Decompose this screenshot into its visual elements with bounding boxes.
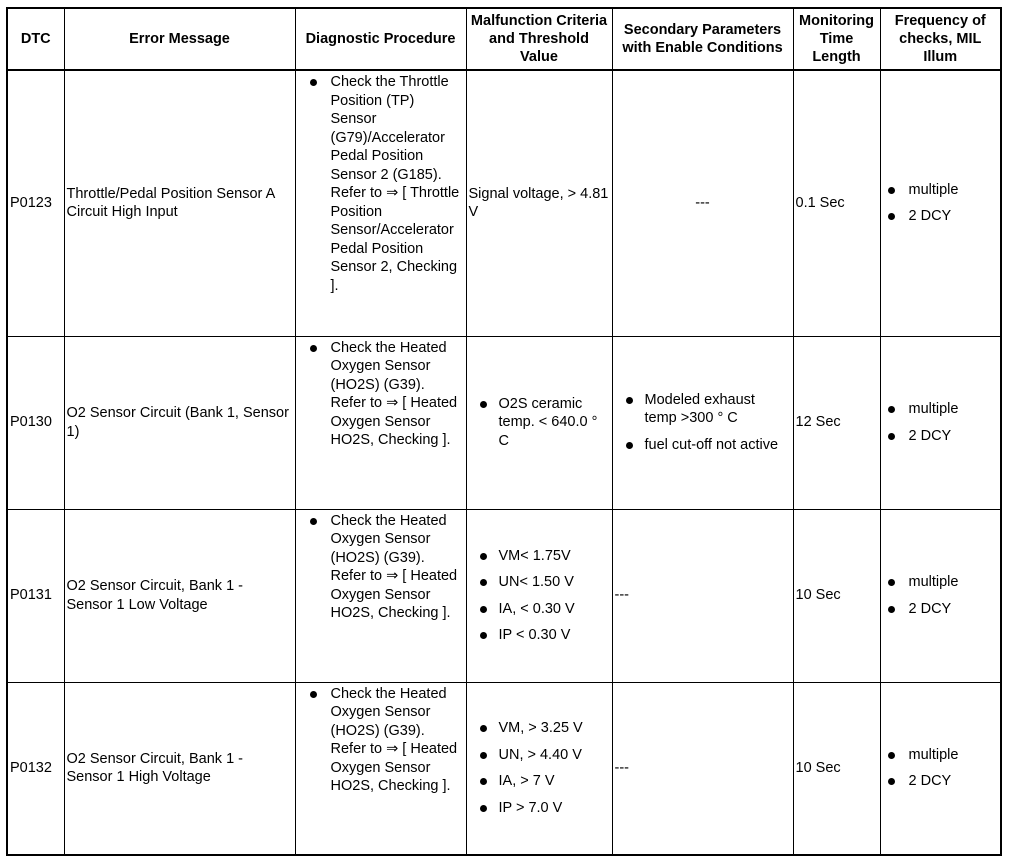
- monitoring-time: 0.1 Sec: [793, 70, 880, 336]
- frequency: [880, 336, 1001, 509]
- diagnostic-procedure: [295, 70, 466, 336]
- secondary-parameters: ---: [612, 682, 793, 855]
- malfunction-item: IP > 7.0 V: [469, 799, 610, 818]
- header-monitoring-time: Monitoring Time Length: [793, 8, 880, 70]
- header-frequency: Frequency of checks, MIL Illum: [880, 8, 1001, 70]
- malfunction-item: VM, > 3.25 V: [469, 719, 610, 738]
- error-message: O2 Sensor Circuit, Bank 1 - Sensor 1 High Voltage: [64, 682, 295, 855]
- diagnostic-procedure: [295, 336, 466, 509]
- header-malfunction-criteria: Malfunction Criteria and Threshold Value: [466, 8, 612, 70]
- procedure-item: Check the Throttle Position (TP) Sensor (G79)/Accelerator Pedal Position Sensor 2 (G185). Refer to ⇒ [ Throttle Position Sensor/Accelerator Pedal Position Sensor 2, Checking ].: [298, 73, 464, 295]
- table-row: [7, 70, 1001, 336]
- malfunction-item: UN< 1.50 V: [469, 573, 610, 592]
- dtc-code: P0123: [7, 70, 64, 336]
- error-message: Throttle/Pedal Position Sensor A Circuit High Input: [64, 70, 295, 336]
- frequency-item: multiple: [883, 400, 999, 419]
- frequency-item: 2 DCY: [883, 600, 999, 619]
- secondary-item: fuel cut-off not active: [615, 436, 791, 455]
- diagnostic-procedure: [295, 682, 466, 855]
- frequency: [880, 682, 1001, 855]
- secondary-parameters: ---: [612, 70, 793, 336]
- header-error-message: Error Message: [64, 8, 295, 70]
- error-message: O2 Sensor Circuit (Bank 1, Sensor 1): [64, 336, 295, 509]
- monitoring-time: 12 Sec: [793, 336, 880, 509]
- frequency-item: multiple: [883, 181, 999, 200]
- malfunction-criteria: [466, 509, 612, 682]
- malfunction-criteria: Signal voltage, > 4.81 V: [466, 70, 612, 336]
- frequency-item: multiple: [883, 573, 999, 592]
- dtc-code: P0130: [7, 336, 64, 509]
- error-message: O2 Sensor Circuit, Bank 1 - Sensor 1 Low Voltage: [64, 509, 295, 682]
- procedure-item: Check the Heated Oxygen Sensor (HO2S) (G39). Refer to ⇒ [ Heated Oxygen Sensor HO2S, Checking ].: [298, 685, 464, 796]
- malfunction-item: VM< 1.75V: [469, 547, 610, 566]
- secondary-parameters: [612, 336, 793, 509]
- table-row: [7, 509, 1001, 682]
- header-row: [7, 8, 1001, 70]
- frequency-item: 2 DCY: [883, 207, 999, 226]
- frequency: [880, 70, 1001, 336]
- malfunction-criteria: [466, 336, 612, 509]
- dtc-table: [6, 7, 1002, 856]
- table-row: [7, 682, 1001, 855]
- malfunction-item: O2S ceramic temp. < 640.0 ° C: [469, 395, 610, 451]
- frequency-item: 2 DCY: [883, 772, 999, 791]
- procedure-item: Check the Heated Oxygen Sensor (HO2S) (G39). Refer to ⇒ [ Heated Oxygen Sensor HO2S, Checking ].: [298, 339, 464, 450]
- frequency-item: 2 DCY: [883, 427, 999, 446]
- malfunction-item: IA, < 0.30 V: [469, 600, 610, 619]
- frequency: [880, 509, 1001, 682]
- dtc-code: P0131: [7, 509, 64, 682]
- malfunction-item: IP < 0.30 V: [469, 626, 610, 645]
- procedure-item: Check the Heated Oxygen Sensor (HO2S) (G39). Refer to ⇒ [ Heated Oxygen Sensor HO2S, Checking ].: [298, 512, 464, 623]
- secondary-item: Modeled exhaust temp >300 ° C: [615, 391, 791, 428]
- monitoring-time: 10 Sec: [793, 509, 880, 682]
- dtc-code: P0132: [7, 682, 64, 855]
- secondary-parameters: ---: [612, 509, 793, 682]
- malfunction-item: UN, > 4.40 V: [469, 746, 610, 765]
- frequency-item: multiple: [883, 746, 999, 765]
- diagnostic-procedure: [295, 509, 466, 682]
- header-secondary-parameters: Secondary Parameters with Enable Conditions: [612, 8, 793, 70]
- header-dtc: DTC: [7, 8, 64, 70]
- header-diagnostic-procedure: Diagnostic Procedure: [295, 8, 466, 70]
- table-row: [7, 336, 1001, 509]
- malfunction-item: IA, > 7 V: [469, 772, 610, 791]
- malfunction-criteria: [466, 682, 612, 855]
- monitoring-time: 10 Sec: [793, 682, 880, 855]
